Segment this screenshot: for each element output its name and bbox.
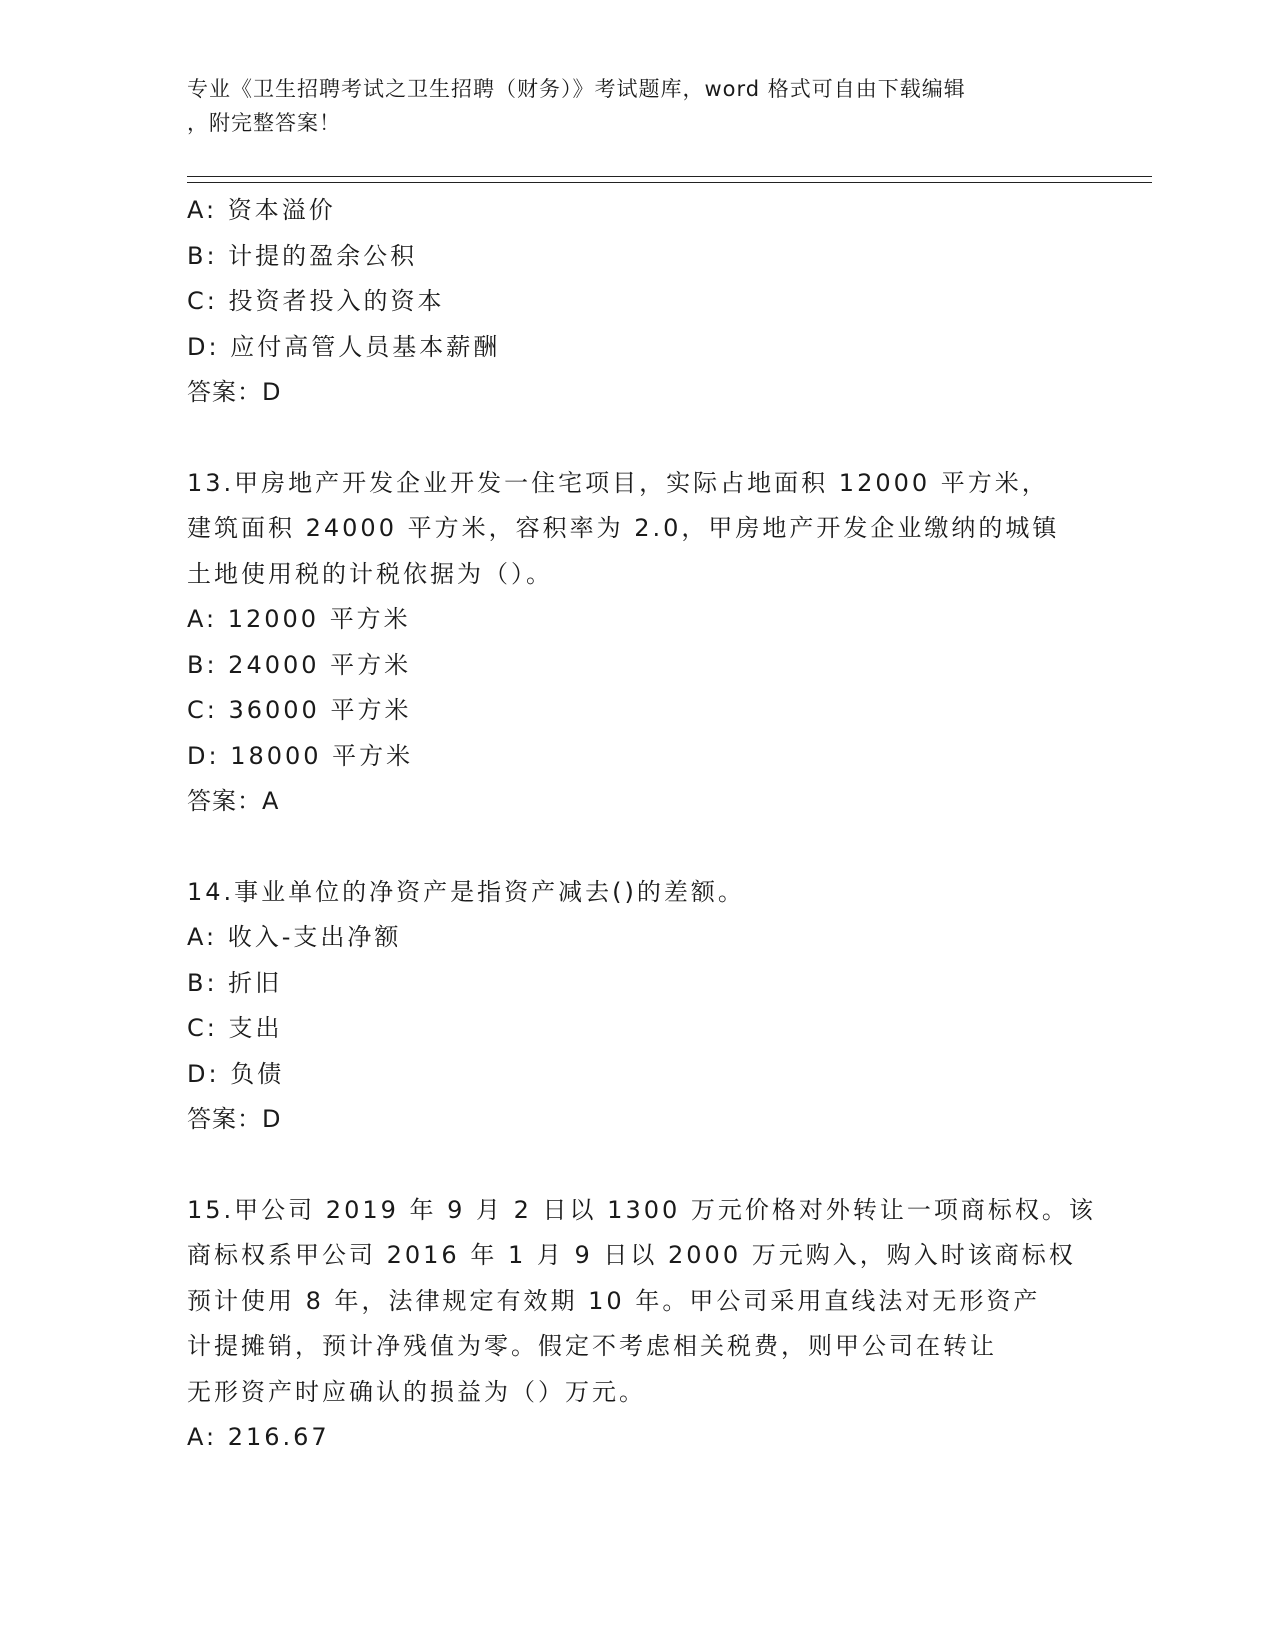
question-text-line: 无形资产时应确认的损益为（）万元。 bbox=[187, 1377, 646, 1406]
question-text-line: 13.甲房地产开发企业开发一住宅项目，实际占地面积 12000 平方米， bbox=[187, 468, 1049, 497]
answer-label: 答案：D bbox=[187, 378, 282, 406]
question-text-line: 14.事业单位的净资产是指资产减去()的差额。 bbox=[187, 877, 745, 906]
option-a: A: 216.67 bbox=[187, 1423, 330, 1451]
option-d: D: 18000 平方米 bbox=[187, 741, 414, 770]
option-c: C: 投资者投入的资本 bbox=[187, 287, 445, 315]
header-line-2: ，附完整答案！ bbox=[187, 111, 341, 135]
question-15-block bbox=[187, 1188, 1096, 1461]
question-text-line: 15.甲公司 2019 年 9 月 2 日以 1300 万元价格对外转让一项商标权。该 bbox=[187, 1195, 1096, 1224]
option-b: B: 计提的盈余公积 bbox=[187, 241, 418, 270]
option-b: B: 折旧 bbox=[187, 968, 283, 997]
header-divider-top bbox=[187, 176, 1152, 177]
option-d: D: 应付高管人员基本薪酬 bbox=[187, 332, 501, 361]
question-text-line: 土地使用税的计税依据为（）。 bbox=[187, 559, 553, 588]
option-d: D: 负债 bbox=[187, 1059, 285, 1088]
question-text-line: 预计使用 8 年，法律规定有效期 10 年。甲公司采用直线法对无形资产 bbox=[187, 1286, 1041, 1315]
question-text-line: 计提摊销，预计净残值为零。假定不考虑相关税费，则甲公司在转让 bbox=[187, 1332, 997, 1360]
answer-label: 答案：A bbox=[187, 787, 280, 815]
question-text-line: 建筑面积 24000 平方米，容积率为 2.0，甲房地产开发企业缴纳的城镇 bbox=[187, 514, 1060, 542]
question-content bbox=[187, 188, 1096, 1461]
question-text-line: 商标权系甲公司 2016 年 1 月 9 日以 2000 万元购入，购入时该商标权 bbox=[187, 1241, 1076, 1269]
question-12-block bbox=[187, 188, 1087, 416]
option-a: A: 收入-支出净额 bbox=[187, 923, 402, 951]
header-divider-bottom bbox=[187, 182, 1152, 183]
question-13-block bbox=[187, 461, 1087, 825]
answer-label: 答案：D bbox=[187, 1105, 282, 1133]
option-c: C: 36000 平方米 bbox=[187, 696, 412, 724]
document-header bbox=[187, 72, 1087, 140]
option-a: A: 资本溢价 bbox=[187, 196, 336, 224]
question-14-block bbox=[187, 870, 1087, 1143]
option-c: C: 支出 bbox=[187, 1014, 283, 1042]
option-a: A: 12000 平方米 bbox=[187, 605, 411, 633]
option-b: B: 24000 平方米 bbox=[187, 650, 412, 679]
header-line-1: 专业《卫生招聘考试之卫生招聘（财务）》考试题库，word 格式可自由下载编辑 bbox=[187, 77, 966, 101]
